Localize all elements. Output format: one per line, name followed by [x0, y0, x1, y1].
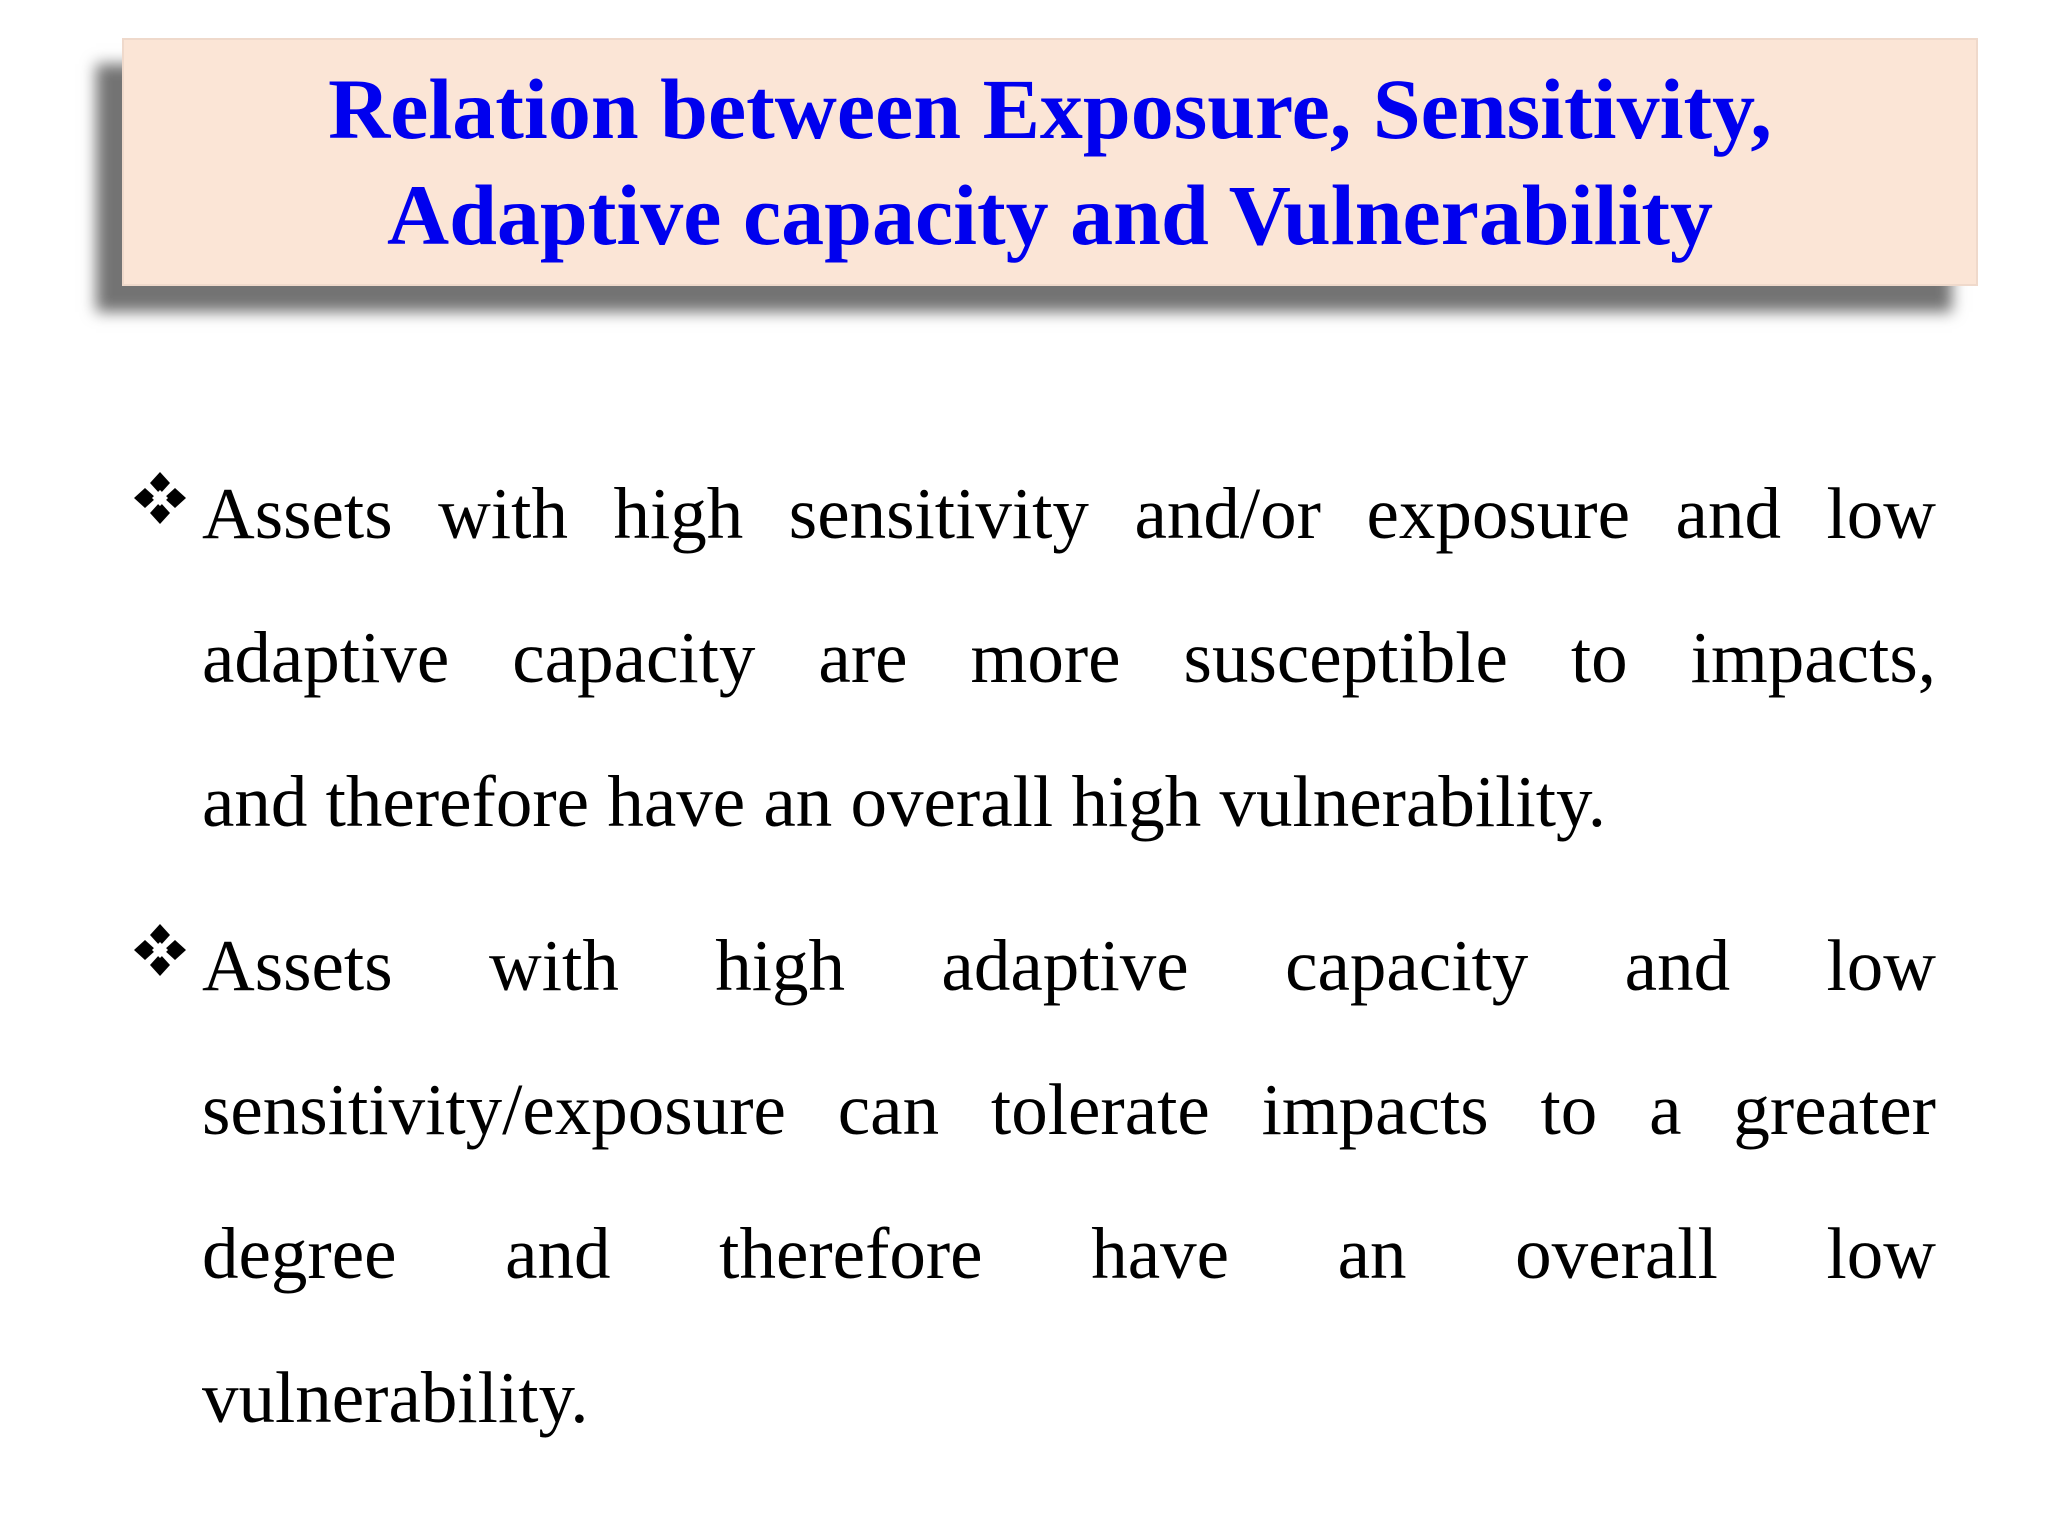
- bullet-2-line-1: Assets with high adaptive capacity and low: [202, 925, 1936, 1006]
- bullet-item-1: [130, 442, 1936, 874]
- bullet-item-2: [130, 894, 1936, 1470]
- bullet-1-line-1: Assets with high sensitivity and/or exposure and low: [202, 473, 1936, 554]
- bullet-list: [130, 442, 1936, 1490]
- bullet-2-line-3: degree and therefore have an overall low: [202, 1213, 1936, 1294]
- title-box: [122, 38, 1978, 286]
- slide-title-line-1: Relation between Exposure, Sensitivity,: [328, 61, 1772, 157]
- four-diamond-bullet-icon: [130, 468, 190, 528]
- bullet-1-line-2: adaptive capacity are more susceptible to impacts,: [202, 617, 1936, 698]
- slide-title-line-2: Adaptive capacity and Vulnerability: [386, 167, 1714, 263]
- bullet-2-line-2: sensitivity/exposure can tolerate impacts to a greater: [202, 1069, 1936, 1150]
- bullet-1-line-3: and therefore have an overall high vulnerability.: [202, 761, 1607, 842]
- four-diamond-bullet-icon: [130, 920, 190, 980]
- bullet-2-line-4: vulnerability.: [202, 1357, 589, 1438]
